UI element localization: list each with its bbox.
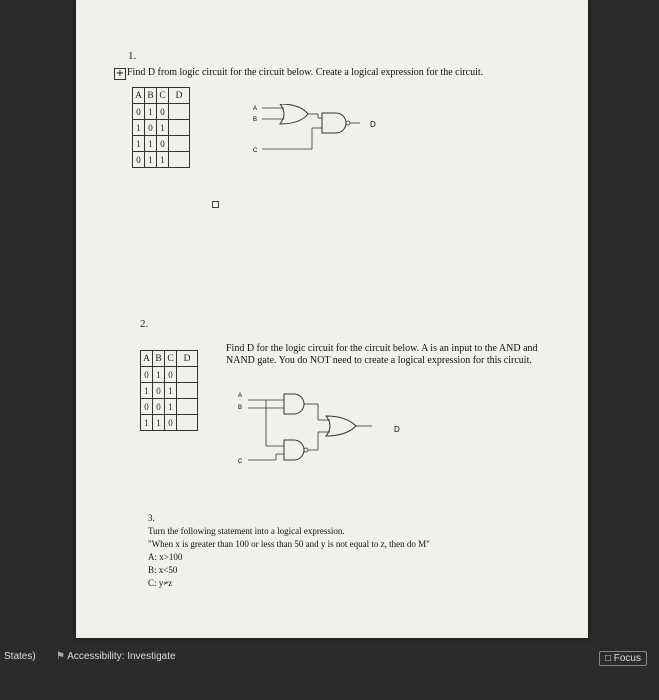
table-cell: 1 — [165, 383, 177, 399]
table-cell — [177, 367, 198, 383]
status-bar — [0, 645, 659, 669]
table-cell: 1 — [141, 415, 153, 431]
accessibility-label: Accessibility: Investigate — [67, 651, 176, 662]
table-header-cell: C — [165, 351, 177, 367]
or-gate — [326, 416, 356, 436]
q3-number: 3. — [148, 513, 155, 523]
document-page — [76, 0, 588, 638]
and-gate-top — [284, 394, 304, 414]
table-row — [133, 120, 190, 136]
table-resize-handle[interactable] — [212, 201, 219, 208]
q3-block — [148, 512, 568, 590]
table-cell: 1 — [145, 104, 157, 120]
q2-number: 2. — [140, 318, 149, 330]
svg-text:C: C — [238, 459, 243, 465]
table-cell: 1 — [165, 399, 177, 415]
table-cell — [177, 399, 198, 415]
table-cell: 0 — [141, 399, 153, 415]
table-cell: 0 — [153, 383, 165, 399]
table-row — [133, 152, 190, 168]
table-cell: 0 — [133, 152, 145, 168]
table-cell: 1 — [145, 136, 157, 152]
table-row — [141, 383, 198, 399]
table-cell: 0 — [165, 415, 177, 431]
nand-gate — [284, 440, 304, 460]
table-cell — [177, 383, 198, 399]
q1-truth-table — [132, 87, 190, 168]
table-cell: 0 — [141, 367, 153, 383]
table-row — [133, 136, 190, 152]
table-cell: 1 — [133, 120, 145, 136]
table-row — [141, 399, 198, 415]
table-header-cell: B — [145, 88, 157, 104]
table-header-cell: D — [169, 88, 190, 104]
q1-input-c-label: C — [253, 148, 258, 154]
accessibility-button[interactable] — [56, 651, 176, 662]
table-cell — [169, 136, 190, 152]
q3-var-b: B: x<50 — [148, 565, 178, 575]
table-cell: 0 — [165, 367, 177, 383]
q3-var-a: A: x>100 — [148, 552, 183, 562]
table-cell: 0 — [157, 104, 169, 120]
q2-truth-table — [140, 350, 198, 431]
table-cell: 1 — [141, 383, 153, 399]
q3-instruction: Turn the following statement into a logical expression. — [148, 526, 345, 536]
table-row — [133, 104, 190, 120]
and-gate — [322, 113, 346, 133]
q3-var-c: C: y≠z — [148, 578, 173, 588]
q3-statement: "When x is greater than 100 or less than 50 and y is not equal to z, then do M" — [148, 539, 430, 549]
status-language[interactable]: States) — [4, 651, 36, 662]
svg-text:D: D — [394, 425, 400, 434]
table-header-cell: B — [153, 351, 165, 367]
table-row — [141, 367, 198, 383]
focus-icon: □ — [604, 653, 611, 664]
q1-text: Find D from logic circuit for the circuit below. Create a logical expression for the circuit. — [127, 67, 484, 78]
table-header-cell: A — [141, 351, 153, 367]
q1-circuit-diagram — [248, 104, 408, 159]
table-cell: 0 — [133, 104, 145, 120]
table-header-cell: C — [157, 88, 169, 104]
table-cell: 1 — [157, 152, 169, 168]
q1-input-b-label: B — [253, 117, 258, 123]
q1-output-d-label: D — [370, 120, 376, 129]
table-cell: 0 — [157, 136, 169, 152]
q2-circuit-diagram — [236, 388, 416, 473]
table-cell — [177, 415, 198, 431]
accessibility-icon: ⚑ — [56, 651, 65, 662]
table-cell — [169, 120, 190, 136]
inverter-bubble — [346, 121, 350, 125]
table-cell: 1 — [153, 415, 165, 431]
table-cell — [169, 152, 190, 168]
table-cell: 0 — [145, 120, 157, 136]
svg-text:B: B — [238, 405, 243, 411]
table-cell: 1 — [153, 367, 165, 383]
svg-text:A: A — [238, 393, 243, 399]
table-header-cell: D — [177, 351, 198, 367]
table-cell — [169, 104, 190, 120]
table-cell: 1 — [157, 120, 169, 136]
move-handle-icon[interactable]: + — [115, 68, 125, 79]
q2-text: Find D for the logic circuit for the circuit below. A is an input to the AND and NAND gate. You do NOT need to create a logical expression for this circuit. — [226, 343, 538, 366]
focus-button[interactable]: □ Focus — [599, 651, 647, 666]
table-row — [141, 415, 198, 431]
or-gate — [280, 104, 308, 124]
table-cell: 1 — [133, 136, 145, 152]
table-header-cell: A — [133, 88, 145, 104]
table-cell: 1 — [145, 152, 157, 168]
q1-input-a-label: A — [253, 106, 258, 112]
table-cell: 0 — [153, 399, 165, 415]
q1-number: 1. — [128, 50, 137, 62]
